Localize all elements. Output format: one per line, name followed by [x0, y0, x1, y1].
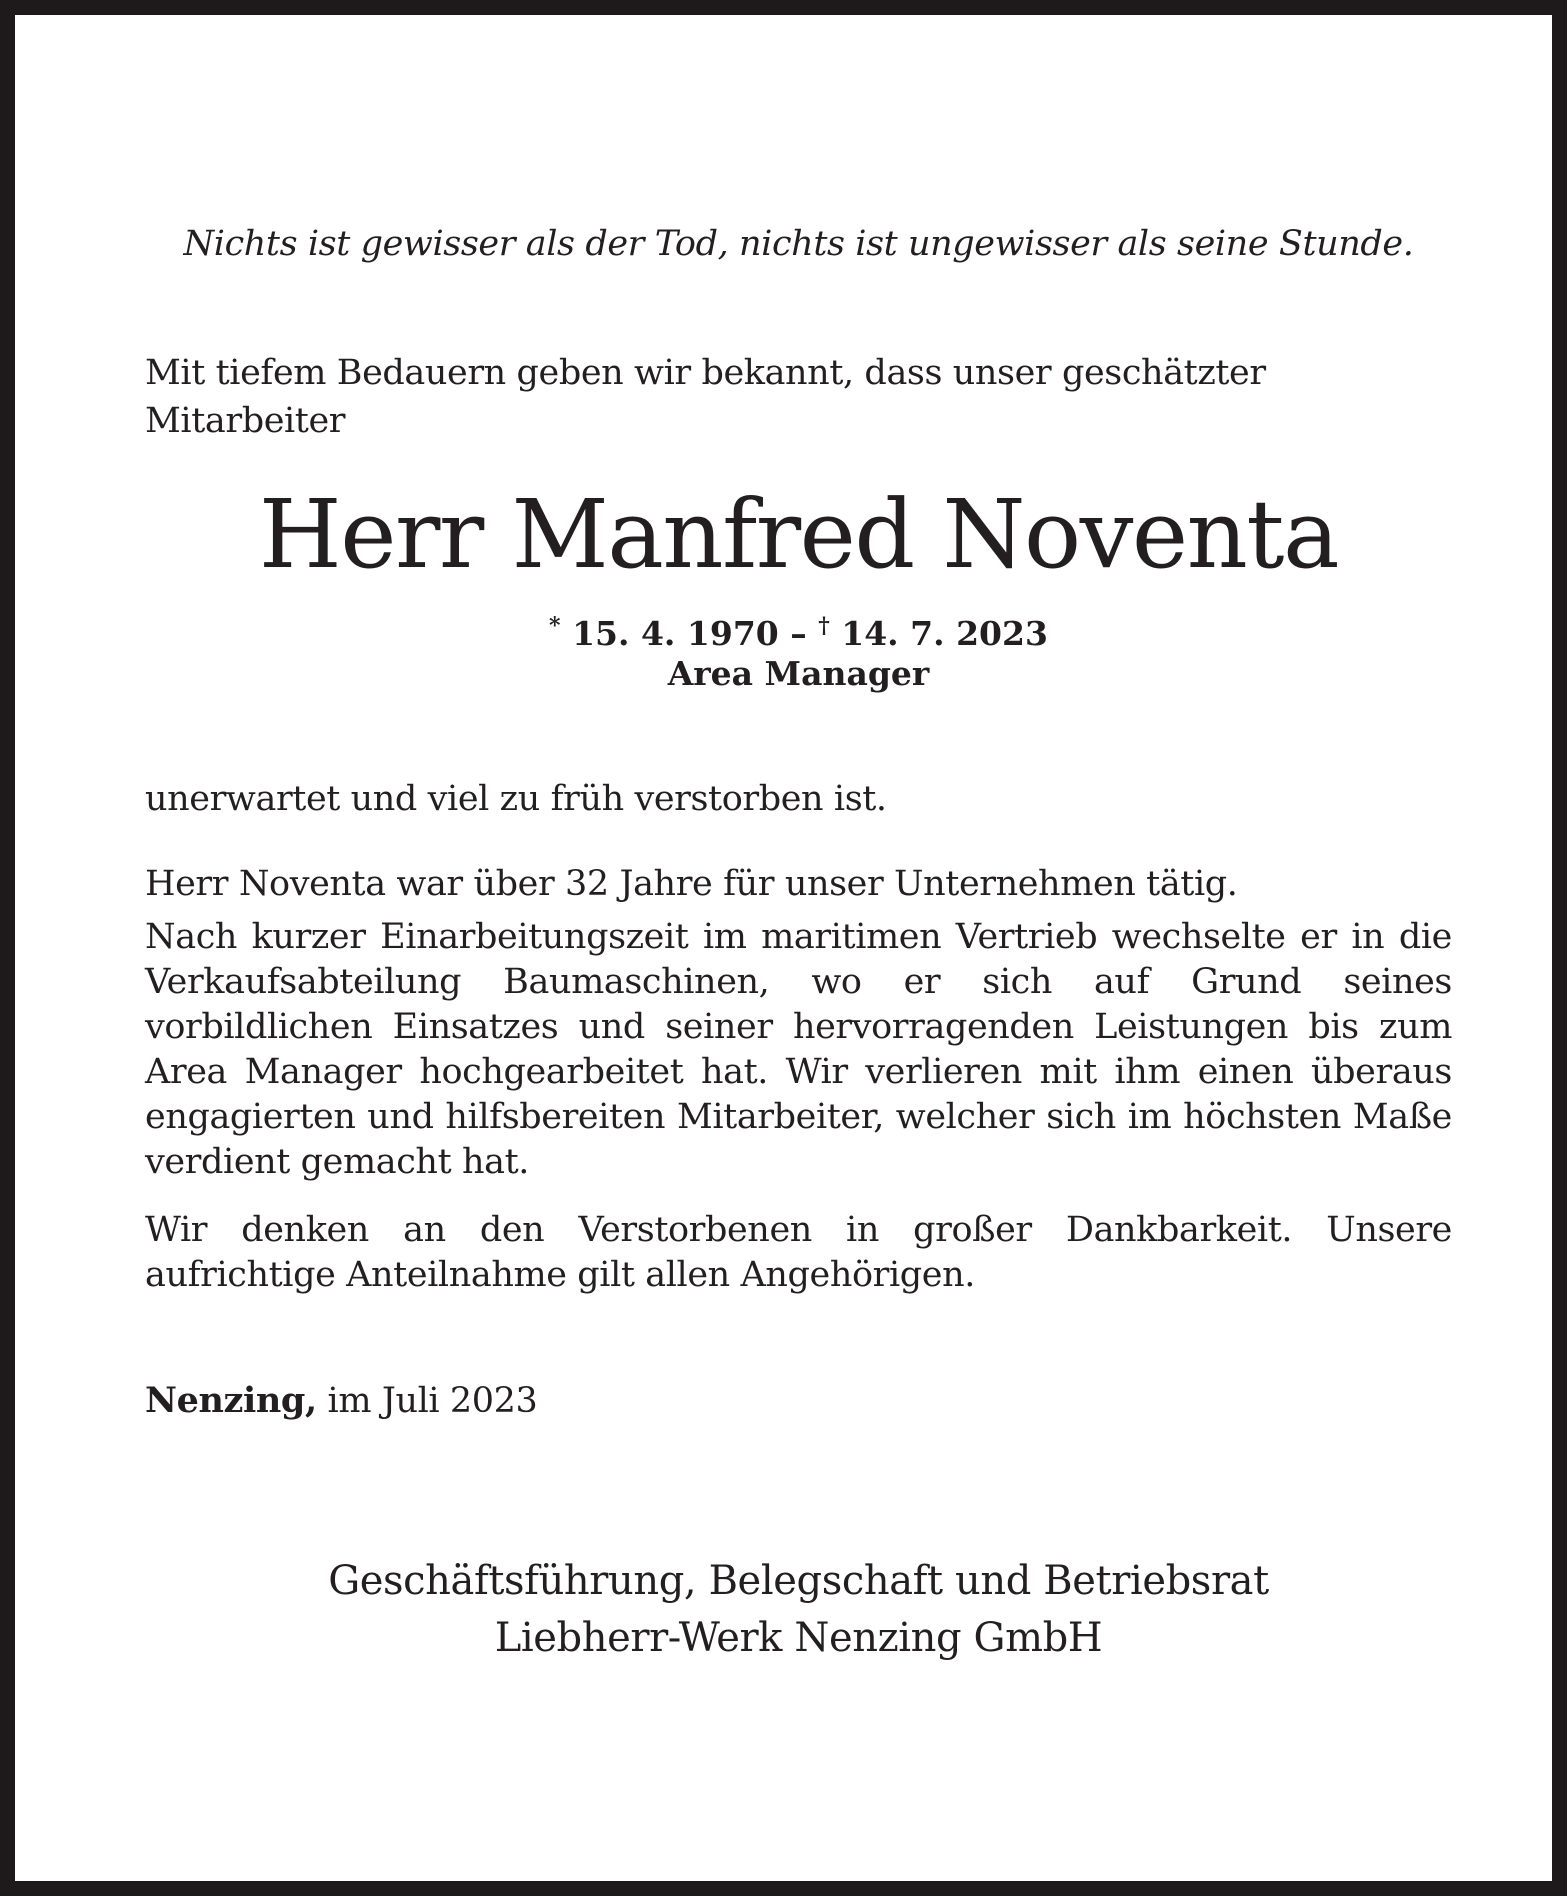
place-date: im Juli 2023 [316, 1381, 538, 1421]
intro-text: Mit tiefem Bedauern geben wir bekannt, dass unser geschätzter Mitarbeiter [145, 353, 1266, 441]
paragraph-passing: unerwartet und viel zu früh verstorben ist. [145, 779, 887, 819]
death-date: 14. 7. 2023 [841, 614, 1048, 653]
paragraph-career: Nach kurzer Einarbeitungszeit im maritimen Vertrieb wechselte er in die Verkaufsabteilung Baumaschinen, wo er sich auf Grund seines vorbildlichen Einsatzes und seiner hervorragenden Leistungen bis zum Area Manager hochgearbeitet hat. Wir verlieren mit ihm einen überaus engagierten und hilfsbereiten Mitarbeiter, welcher sich im höchsten Maße verdient gemacht hat. [145, 917, 1452, 1182]
signature-block [145, 1553, 1452, 1667]
date-separator: – [778, 614, 819, 653]
paragraph-condolence: Wir denken an den Verstorbenen in großer Dankbarkeit. Unsere aufrichtige Anteilnahme gilt allen Angehörigen. [145, 1210, 1452, 1295]
motto-quote: Nichts ist gewisser als der Tod, nichts ist ungewisser als seine Stunde. [183, 224, 1414, 264]
signature-line-1: Geschäftsführung, Belegschaft und Betriebsrat [328, 1558, 1269, 1604]
signature-line-2: Liebherr-Werk Nenzing GmbH [494, 1615, 1103, 1661]
birth-symbol: * [549, 613, 561, 639]
paragraph-tenure: Herr Noventa war über 32 Jahre für unser Unternehmen tätig. [145, 864, 1238, 904]
place-date-line [145, 1377, 1452, 1425]
life-dates [145, 613, 1452, 655]
birth-date: 15. 4. 1970 [572, 614, 779, 653]
deceased-name: Herr Manfred Noventa [258, 480, 1339, 590]
death-symbol: † [818, 613, 830, 639]
place-city: Nenzing, [145, 1380, 317, 1421]
deceased-role: Area Manager [667, 654, 930, 693]
